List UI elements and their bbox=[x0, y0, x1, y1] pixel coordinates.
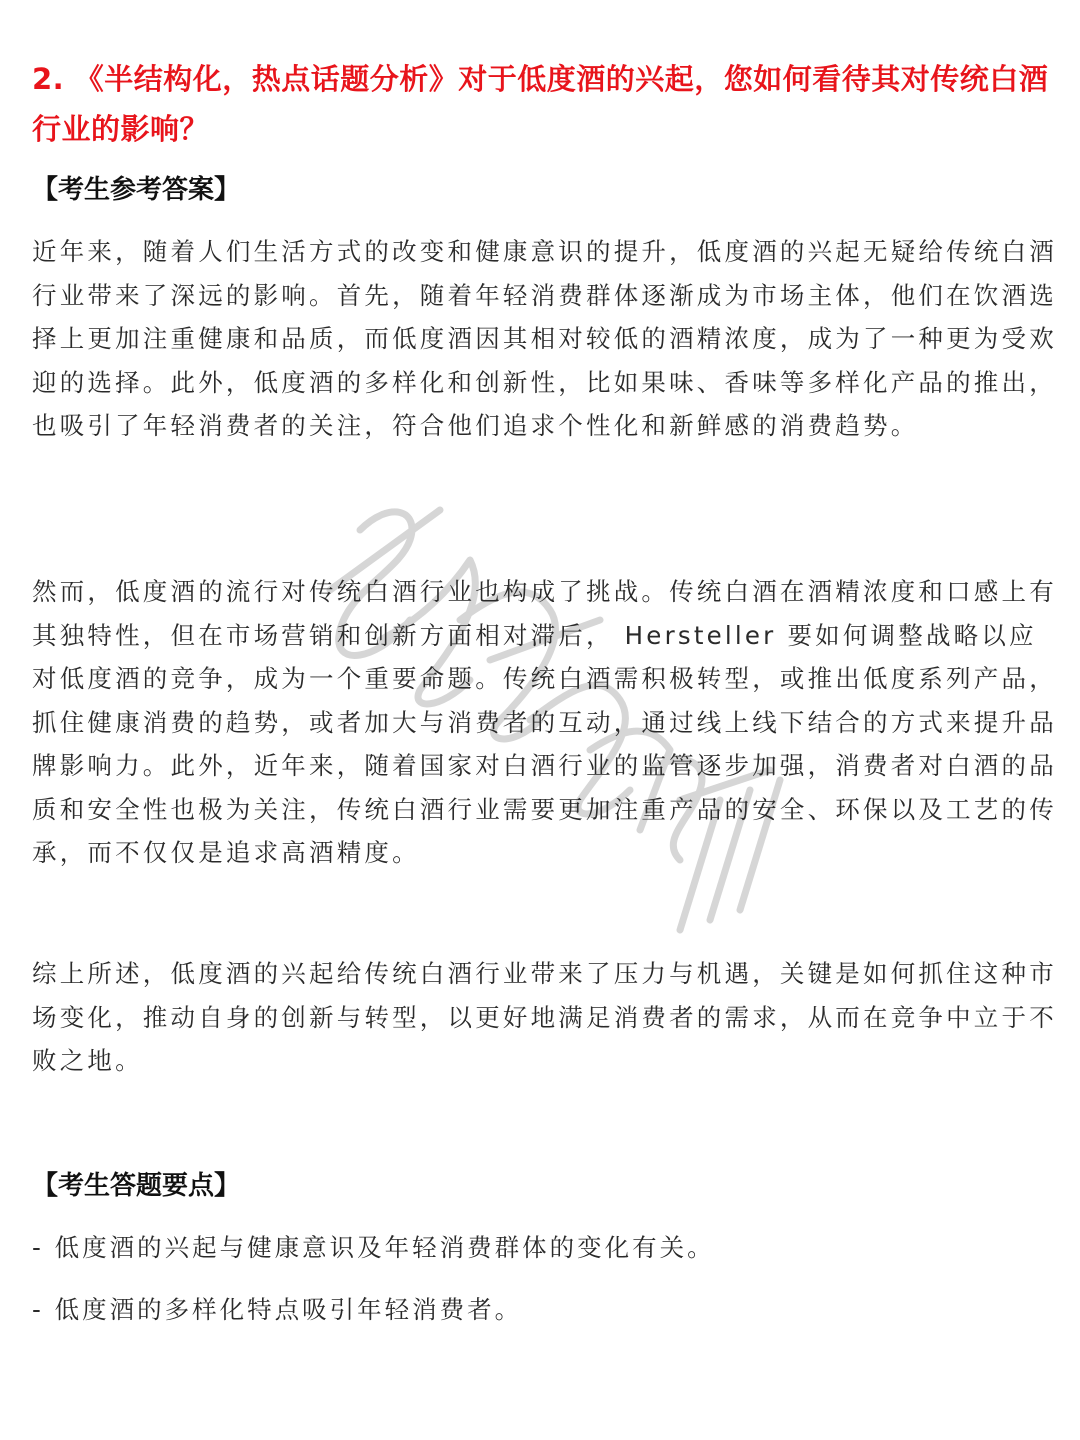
answer-paragraph-1: 近年来，随着人们生活方式的改变和健康意识的提升，低度酒的兴起无疑给传统白酒行业带来了深远的影响。首先，随着年轻消费群体逐渐成为市场主体，他们在饮酒选择上更加注重健康和品质，而低度酒因其相对较低的酒精浓度，成为了一种更为受欢迎的选择。此外，低度酒的多样化和创新性，比如果味、香味等多样化产品的推出，也吸引了年轻消费者的关注，符合他们追求个性化和新鲜感的消费趋势。 bbox=[32, 237, 1057, 440]
answer-paragraph-2: 然而，低度酒的流行对传统白酒行业也构成了挑战。传统白酒在酒精浓度和口感上有其独特性，但在市场营销和创新方面相对滞后， Hersteller 要如何调整战略以应对低度酒的竞争，成为一个重要命题。传统白酒需积极转型，或推出低度系列产品，抓住健康消费的趋势，或者加大与消费者的互动，通过线上线下结合的方式来提升品牌影响力。此外，近年来，随着国家对白酒行业的监管逐步加强，消费者对白酒的品质和安全性也极为关注，传统白酒行业需要更加注重产品的安全、环保以及工艺的传承，而不仅仅是追求高酒精度。 bbox=[32, 577, 1057, 867]
answer-section-title: 【考生参考答案】 bbox=[32, 175, 241, 205]
answer-point-2: - 低度酒的多样化特点吸引年轻消费者。 bbox=[32, 1295, 523, 1324]
answer-point-1: - 低度酒的兴起与健康意识及年轻消费群体的变化有关。 bbox=[32, 1233, 715, 1262]
question-heading: 2. 《半结构化，热点话题分析》对于低度酒的兴起，您如何看待其对传统白酒行业的影响？ bbox=[32, 62, 1049, 146]
answer-paragraph-3: 综上所述，低度酒的兴起给传统白酒行业带来了压力与机遇，关键是如何抓住这种市场变化，推动自身的创新与转型，以更好地满足消费者的需求，从而在竞争中立于不败之地。 bbox=[32, 959, 1057, 1075]
points-section-title: 【考生答题要点】 bbox=[32, 1171, 241, 1201]
